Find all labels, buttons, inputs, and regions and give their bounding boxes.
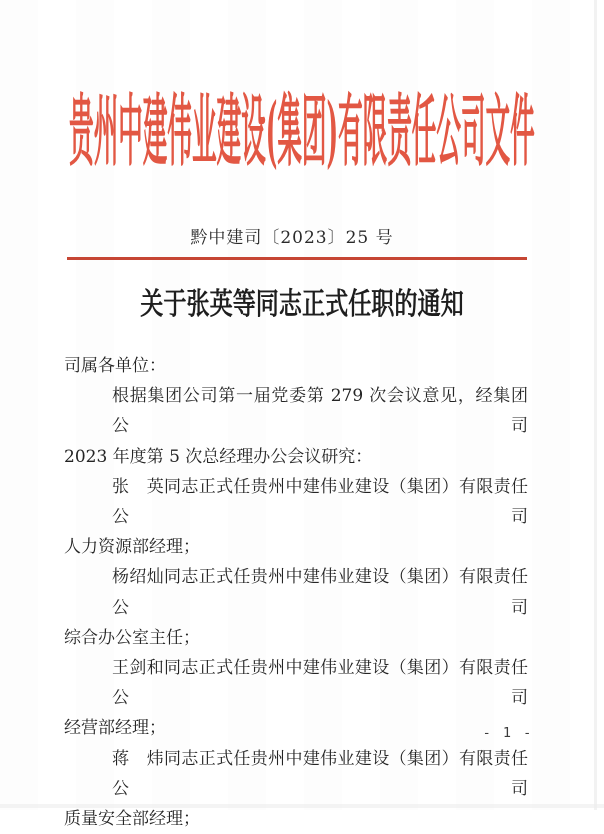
document-number: 黔中建司〔2023〕25 号	[190, 228, 394, 248]
document-title-wrap	[0, 286, 604, 324]
document-title: 关于张英等同志正式任职的通知	[140, 287, 464, 322]
body-line: 王剑和同志正式任贵州中建伟业建设（集团）有限责任公司	[112, 658, 528, 709]
body-line: 质量安全部经理；	[64, 809, 200, 830]
red-divider-line	[67, 257, 527, 260]
scan-edge-right	[594, 0, 597, 810]
body-line: 蒋 炜同志正式任贵州中建伟业建设（集团）有限责任公司	[112, 748, 528, 799]
body-line: 根据集团公司第一届党委第 279 次会议意见，经集团公司	[112, 386, 528, 437]
scan-edge-bottom	[0, 804, 604, 808]
body-line: 人力资源部经理；	[64, 537, 200, 558]
body-line: 张 英同志正式任贵州中建伟业建设（集团）有限责任公司	[112, 476, 528, 528]
body-line: 经营部经理；	[64, 718, 166, 739]
body-line: 综合办公室主任；	[64, 627, 200, 648]
body-line: 2023 年度第 5 次总经理办公会议研究：	[64, 446, 373, 467]
red-header-title: 贵州中建伟业建设(集团)有限责任公司文件	[69, 86, 535, 177]
page-number: - 1 -	[482, 725, 534, 741]
body-line: 杨绍灿同志正式任贵州中建伟业建设（集团）有限责任公司	[112, 567, 528, 618]
red-header-banner	[0, 86, 604, 177]
body-line-salutation: 司属各单位：	[64, 356, 166, 376]
document-body	[64, 351, 528, 834]
